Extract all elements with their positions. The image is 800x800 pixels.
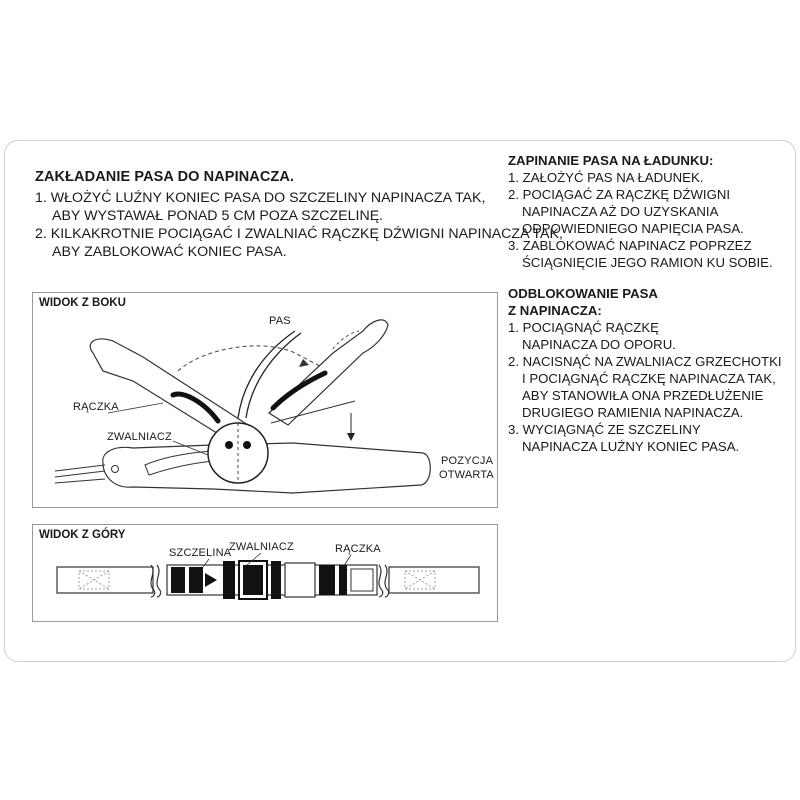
main-heading: ZAKŁADANIE PASA DO NAPINACZA. (35, 169, 295, 185)
unlocking-line: ABY STANOWIŁA ONA PRZEDŁUŻENIE (522, 388, 764, 403)
unlocking-line: NAPINACZA DO OPORU. (522, 337, 676, 352)
intro-line: 2. KILKAKROTNIE POCIĄGAĆ I ZWALNIAĆ RĄCZKĘ DŹWIGNI NAPINACZA TAK, (35, 226, 563, 242)
fastening-title: ZAPINANIE PASA NA ŁADUNKU: (508, 153, 714, 168)
fastening-line: 2. POCIĄGAĆ ZA RĄCZKĘ DŹWIGNI (508, 187, 731, 202)
side-view-ratchet-illustration (33, 293, 497, 507)
intro-line: 1. WŁOŻYĆ LUŹNY KONIEC PASA DO SZCZELINY NAPINACZA TAK, (35, 190, 486, 206)
intro-steps (35, 189, 563, 261)
unlocking-title: ODBLOKOWANIE PASA (508, 286, 658, 301)
fastening-line: ODPOWIEDNIEGO NAPIĘCIA PASA. (522, 221, 744, 236)
fastening-line: 3. ZABLOKOWAĆ NAPINACZ POPRZEZ (508, 238, 752, 253)
label-pas: PAS (269, 315, 291, 327)
label-raczka: RĄCZKA (73, 401, 119, 413)
label-otwarta: OTWARTA (439, 469, 494, 481)
intro-line: ABY ZABLOKOWAĆ KONIEC PASA. (52, 244, 287, 260)
unlocking-line: I POCIĄGNĄĆ RĄCZKĘ NAPINACZA TAK, (522, 371, 776, 386)
top-view-title: WIDOK Z GÓRY (39, 529, 126, 541)
top-view-ratchet-illustration (33, 525, 497, 621)
side-view-box (32, 292, 498, 508)
unlocking-line: 2. NACISNĄĆ NA ZWALNIACZ GRZECHOTKI (508, 354, 782, 369)
label-raczka-top: RĄCZKA (335, 543, 381, 555)
fastening-line: NAPINACZA AŻ DO UZYSKANIA (522, 204, 719, 219)
side-view-title: WIDOK Z BOKU (39, 297, 126, 309)
fastening-line: 1. ZAŁOŻYĆ PAS NA ŁADUNEK. (508, 170, 704, 185)
label-zwalniacz-top: ZWALNIACZ (229, 541, 294, 553)
fastening-line: ŚCIĄGNIĘCIE JEGO RAMION KU SOBIE. (522, 255, 773, 270)
top-view-box (32, 524, 498, 622)
right-instructions (508, 152, 784, 455)
label-pozycja: POZYCJA (441, 455, 494, 467)
unlocking-line: DRUGIEGO RAMIENIA NAPINACZA. (522, 405, 744, 420)
unlocking-line: 1. POCIĄGNĄĆ RĄCZKĘ (508, 320, 659, 335)
label-zwalniacz: ZWALNIACZ (107, 431, 172, 443)
unlocking-subtitle: Z NAPINACZA: (508, 303, 602, 318)
unlocking-line: NAPINACZA LUŹNY KONIEC PASA. (522, 439, 740, 454)
intro-line: ABY WYSTAWAŁ PONAD 5 CM POZA SZCZELINĘ. (52, 208, 384, 224)
unlocking-line: 3. WYCIĄGNĄĆ ZE SZCZELINY (508, 422, 701, 437)
label-szczelina: SZCZELINA (169, 547, 232, 559)
